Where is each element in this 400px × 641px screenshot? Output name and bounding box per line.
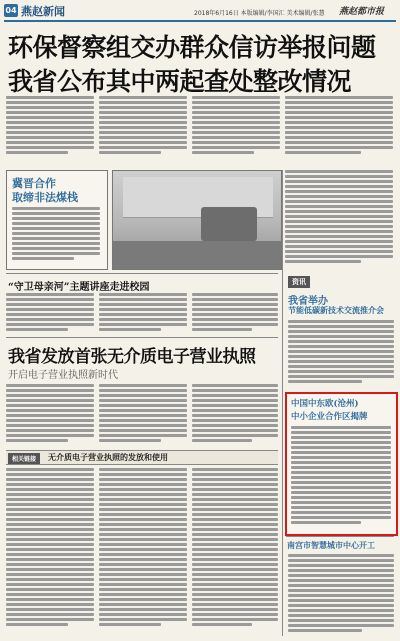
- main-photo: [112, 170, 282, 270]
- license-body-col1: [6, 384, 94, 444]
- divider-right: [286, 536, 394, 537]
- guard-body-col3: [192, 293, 278, 333]
- lead-title-line2: 我省公布其中两起查处整改情况: [8, 67, 352, 96]
- photo-ground: [113, 241, 281, 269]
- right-bottom-title: 南宫市智慧城市中心开工: [287, 540, 375, 550]
- right-news-body: [288, 320, 394, 386]
- lead-body-col3: [192, 96, 280, 162]
- left-box-body: [12, 207, 100, 265]
- left-box-title-line2: 取缔非法煤栈: [12, 191, 78, 204]
- left-box-title-line1: 冀晋合作: [12, 177, 56, 190]
- related-body-col2: [99, 468, 187, 636]
- right-column-rule: [282, 170, 283, 636]
- issue-info: 2018年6月16日 本版编辑/李国汇 美术编辑/张慧: [194, 10, 325, 17]
- highlight-title-line1: 中国中东欧(沧州): [291, 399, 359, 409]
- lead-body-col2: [99, 96, 187, 162]
- header-rule: [4, 20, 396, 22]
- section-name: 燕赵新闻: [21, 5, 65, 18]
- related-link-tag: 相关链接: [8, 453, 40, 464]
- license-body-col2: [99, 384, 187, 444]
- highlight-box: [285, 392, 398, 536]
- license-story-title: 我省发放首张无介质电子营业执照: [8, 347, 256, 367]
- right-news-tag: 资讯: [288, 276, 310, 288]
- page-number-badge: 04: [5, 6, 17, 15]
- related-link-bar: [6, 450, 278, 465]
- right-news-title-line1: 我省举办: [288, 296, 328, 307]
- right-news-title-line2: 节能低碳新技术交流推介会: [288, 305, 384, 315]
- lead-title-line1: 环保督察组交办群众信访举报问题: [8, 33, 376, 62]
- photo-side-text: [285, 170, 393, 268]
- left-box-story: [6, 170, 108, 270]
- photo-excavator: [201, 207, 257, 241]
- divider-2: [6, 337, 278, 338]
- guard-body-col2: [99, 293, 187, 333]
- lead-body-col1: [6, 96, 94, 162]
- right-bottom-body: [288, 554, 394, 636]
- license-story-subtitle: 开启电子营业执照新时代: [8, 370, 118, 381]
- related-body-col1: [6, 468, 94, 636]
- page-header: [4, 3, 396, 19]
- guard-body-col1: [6, 293, 94, 333]
- masthead-logo: 燕赵都市报: [339, 7, 385, 17]
- license-body-col3: [192, 384, 278, 444]
- divider-1: [6, 273, 278, 274]
- lead-body-col4: [285, 96, 393, 162]
- highlight-body: [291, 426, 391, 530]
- related-link-title: 无介质电子营业执照的发放和使用: [48, 453, 168, 462]
- related-body-col3: [192, 468, 278, 636]
- guard-story-title: “守卫母亲河”主题讲座走进校园: [8, 282, 150, 293]
- highlight-title-line2: 中小企业合作区揭牌: [291, 412, 368, 422]
